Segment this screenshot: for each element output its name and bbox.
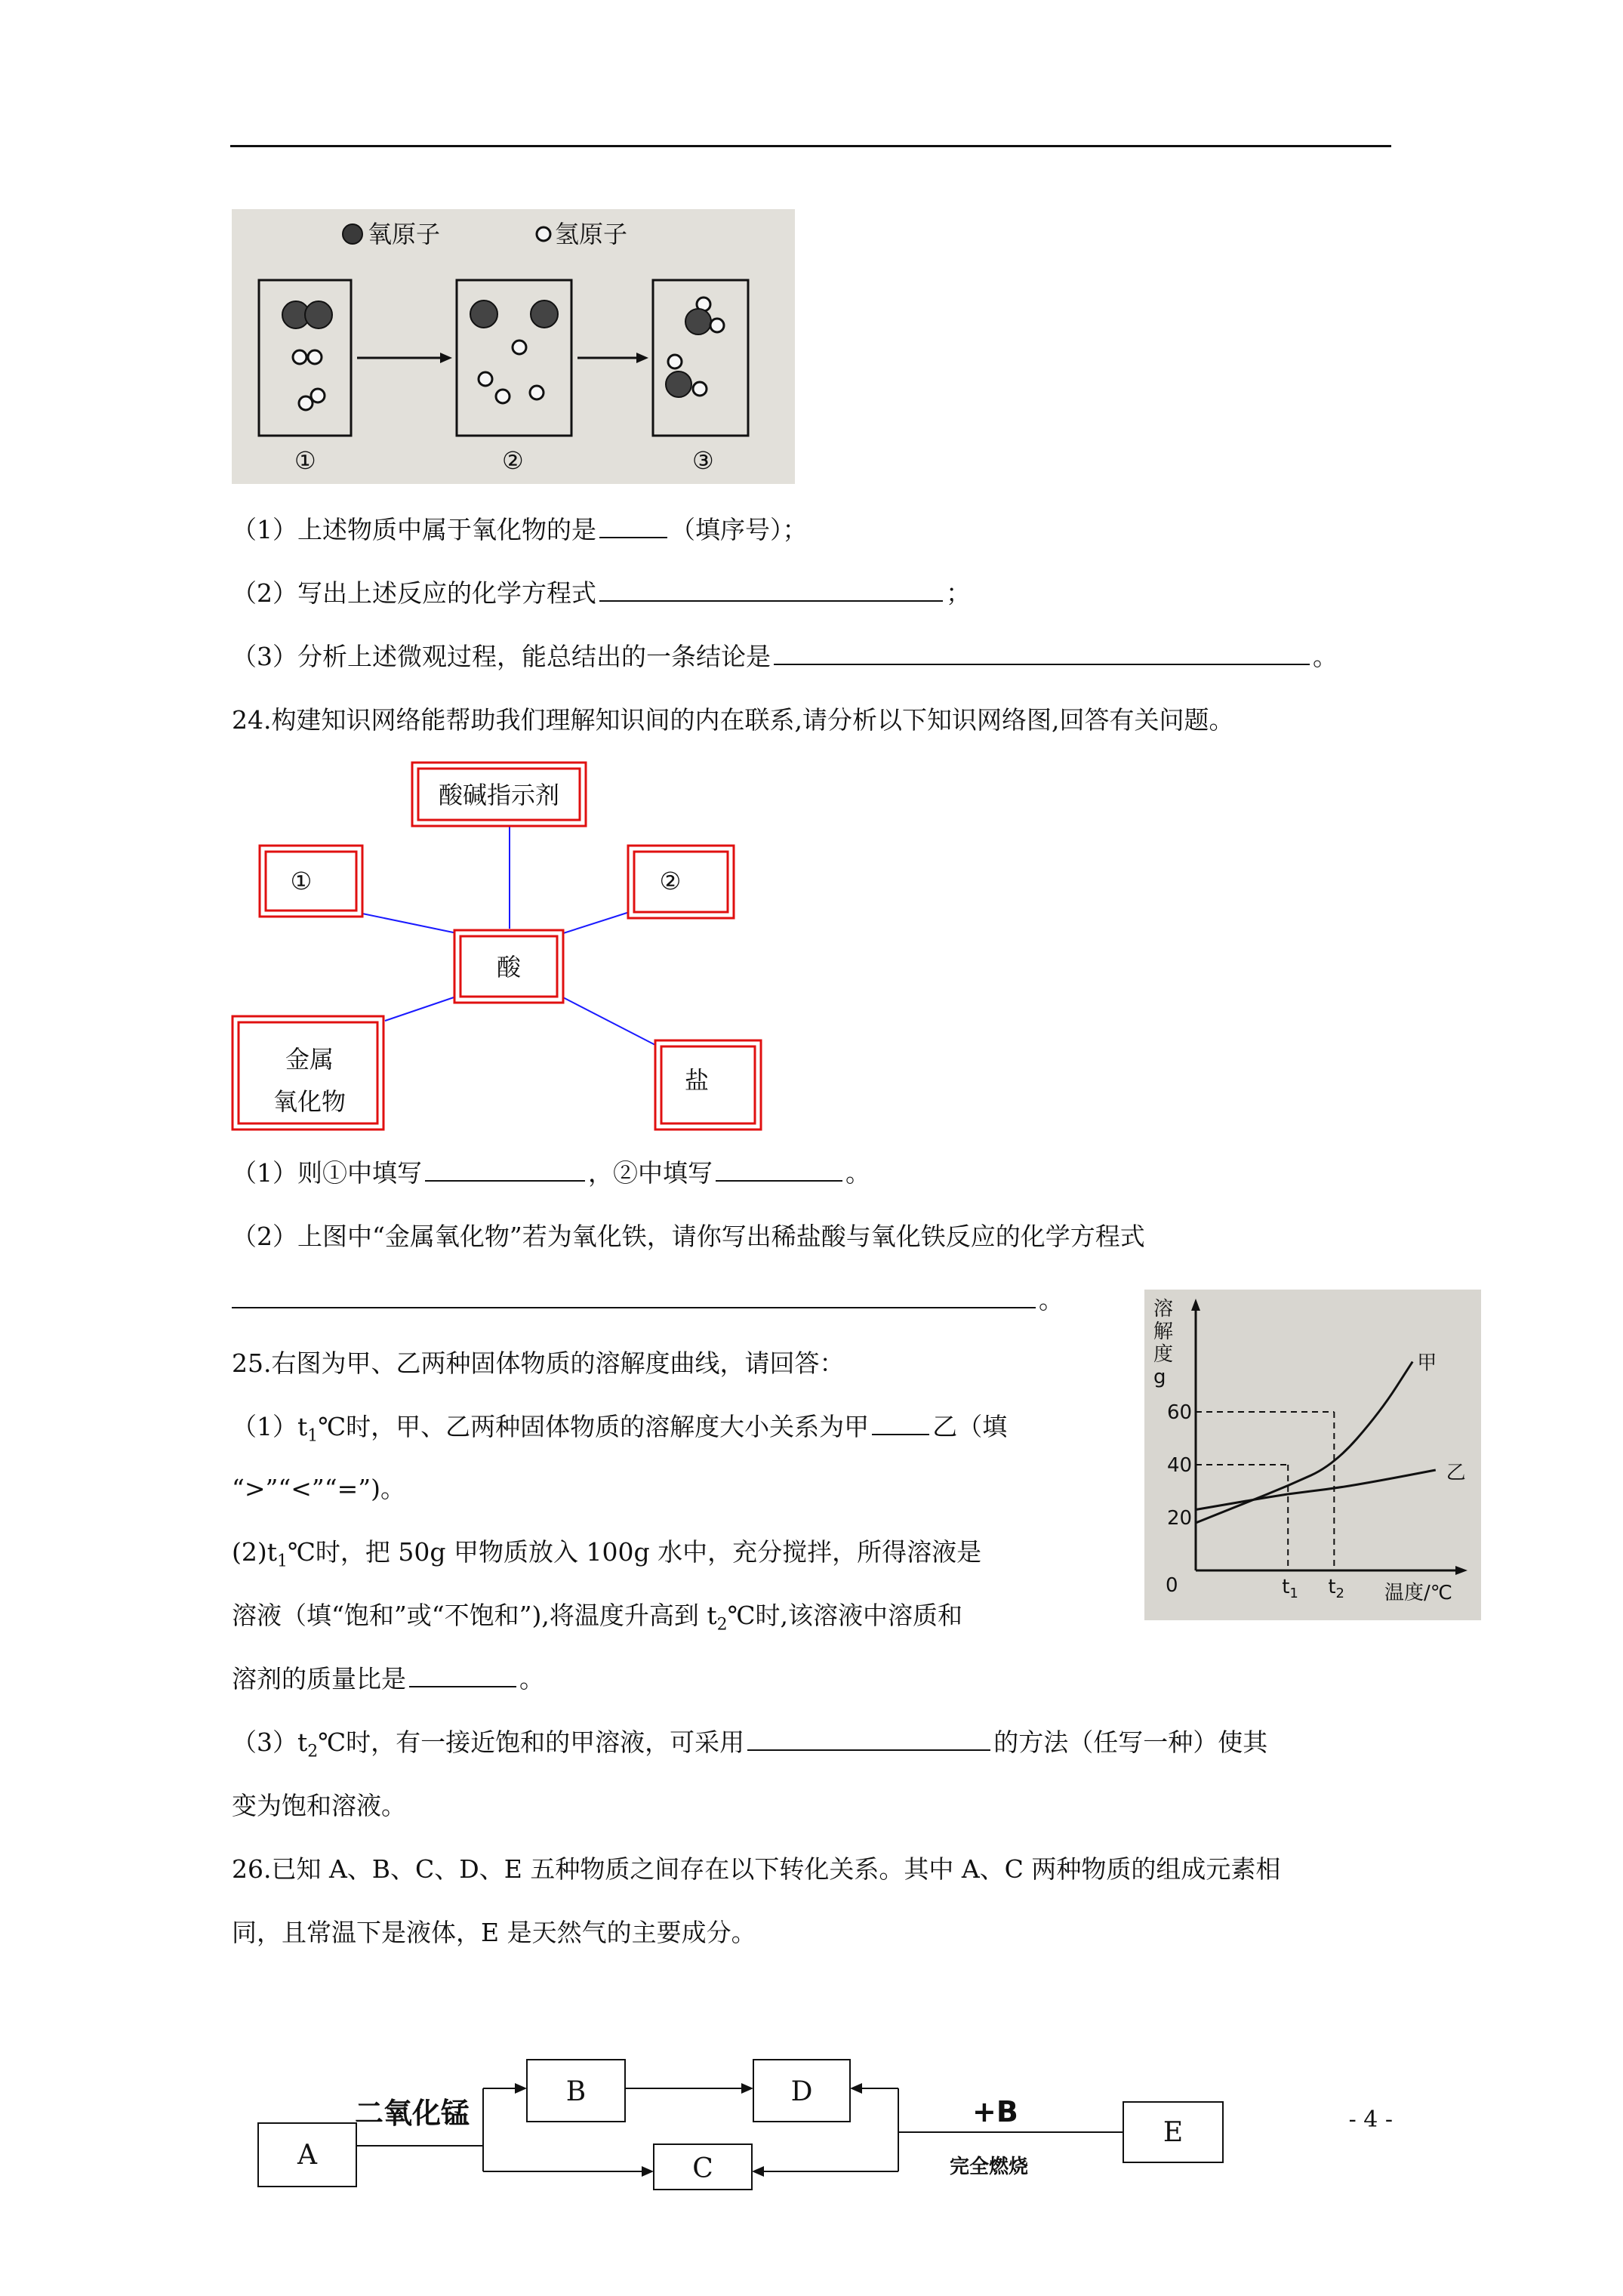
q24-part2: （2）上图中“金属氧化物”若为氧化铁，请你写出稀盐酸与氧化铁反应的化学方程式 — [232, 1222, 1145, 1251]
q25-p2-sub2: 2 — [716, 1615, 728, 1635]
y-tick-label: 20 — [1167, 1507, 1193, 1530]
node-b-label: B — [565, 2076, 587, 2107]
q25-part2-cont — [232, 1599, 962, 1642]
q23-p3-text: （3）分析上述微观过程，能总结出的一条结论是 — [232, 642, 771, 671]
q25-p1-a: （1）t — [232, 1412, 308, 1441]
q25-part3 — [232, 1726, 1267, 1769]
legend-oxygen-label: 氧原子 — [368, 220, 441, 248]
hydrogen-legend-icon — [537, 227, 550, 241]
node-acid: 酸 — [496, 953, 522, 982]
q25-stem: 25.右图为甲、乙两种固体物质的溶解度曲线，请回答： — [232, 1348, 845, 1378]
q25-p3-b: ℃时，有一接近饱和的甲溶液，可采用 — [318, 1727, 745, 1757]
y-tick-label: 60 — [1167, 1401, 1193, 1424]
oxygen-legend-icon — [343, 224, 362, 244]
combustion-label: 完全燃烧 — [950, 2156, 1029, 2178]
solubility-chart — [1144, 1290, 1481, 1620]
q25-part2 — [232, 1536, 981, 1579]
y-ticks — [1167, 1401, 1192, 1530]
node-c-label: C — [692, 2153, 713, 2184]
arrowhead-icon — [642, 2166, 654, 2177]
hydrogen-atom-icon — [668, 355, 682, 368]
node-indicator: 酸碱指示剂 — [438, 781, 560, 809]
q25-p2-b: ℃时，把 50g 甲物质放入 100g 水中，充分搅拌，所得溶液是 — [288, 1537, 982, 1567]
knowledge-network-diagram — [226, 755, 770, 1133]
q23-p2-text: （2）写出上述反应的化学方程式 — [232, 578, 596, 608]
q24-p1-text: （1）则①中填写 — [232, 1158, 422, 1188]
arrowhead-icon — [515, 2083, 527, 2094]
y-axis-label-char: 度 — [1153, 1343, 1174, 1366]
plus-b-label: +B — [972, 2095, 1018, 2128]
answer-blank[interactable] — [747, 1727, 990, 1751]
molecule-figure — [232, 209, 795, 484]
hydrogen-atom-icon — [293, 350, 306, 364]
page-number: - 4 - — [1348, 2106, 1393, 2133]
hydrogen-atom-icon — [513, 341, 526, 354]
q26-stem-2: 同，且常温下是液体，E 是天然气的主要成分。 — [232, 1918, 756, 1947]
origin-label: 0 — [1166, 1574, 1178, 1597]
q25-part2-end — [232, 1663, 544, 1696]
q25-p3-a: （3）t — [232, 1727, 308, 1757]
q25-p2-d: ℃时,该溶液中溶质和 — [727, 1601, 963, 1630]
hydrogen-atom-icon — [308, 350, 322, 364]
series-label: 甲 — [1417, 1351, 1437, 1375]
y-axis-label-char: g — [1153, 1366, 1166, 1388]
q24-part2-answer — [232, 1284, 1064, 1317]
x-tick-label: $t_1$ — [1282, 1576, 1298, 1601]
q23-p3-tail: 。 — [1313, 642, 1338, 671]
x-tick-label: $t_2$ — [1328, 1576, 1344, 1601]
answer-blank[interactable] — [599, 578, 943, 602]
q24-part1 — [232, 1157, 870, 1190]
q26-stem-1: 26.已知 A、B、C、D、E 五种物质之间存在以下转化关系。其中 A、C 两种物质的组成元素相 — [232, 1854, 1281, 1884]
hydrogen-atom-icon — [496, 390, 510, 403]
node-salt: 盐 — [684, 1066, 710, 1095]
q25-p3-c: 的方法（任写一种）使其 — [993, 1727, 1268, 1757]
connector-line — [559, 911, 634, 935]
hydrogen-atom-icon — [479, 372, 492, 386]
x-axis-label: 温度/℃ — [1384, 1582, 1452, 1604]
q23-part2 — [232, 577, 971, 610]
answer-blank[interactable] — [425, 1157, 585, 1182]
answer-blank[interactable] — [774, 641, 1310, 665]
q25-p1-c: 乙（填 — [932, 1412, 1008, 1441]
connector-line — [559, 995, 655, 1045]
answer-blank[interactable] — [599, 514, 667, 538]
oxygen-atom-icon — [531, 300, 558, 328]
hydrogen-atom-icon — [710, 319, 724, 332]
catalyst-label: 二氧化锰 — [355, 2097, 470, 2130]
q25-p3-sub: 2 — [307, 1742, 319, 1761]
q25-part1 — [232, 1410, 1007, 1453]
hydrogen-atom-icon — [311, 389, 325, 402]
node-d-label: D — [790, 2076, 813, 2107]
q23-p2-tail: ； — [946, 578, 971, 608]
q25-part3-cont: 变为饱和溶液。 — [232, 1791, 406, 1820]
q25-p1-b: ℃时，甲、乙两种固体物质的溶解度大小关系为甲 — [318, 1412, 870, 1441]
y-tick-label: 40 — [1167, 1454, 1193, 1477]
q24-stem: 24.构建知识网络能帮助我们理解知识间的内在联系,请分析以下知识网络图,回答有关问题。 — [232, 705, 1234, 735]
node-blank-2: ② — [659, 867, 682, 895]
series-label: 乙 — [1446, 1462, 1466, 1484]
panel-3-label: ③ — [692, 446, 714, 475]
hydrogen-atom-icon — [693, 382, 707, 396]
hydrogen-atom-icon — [530, 386, 544, 399]
answer-blank[interactable] — [232, 1284, 1036, 1308]
q24-p1-mid: ，②中填写 — [588, 1158, 713, 1188]
panel-1-label: ① — [294, 446, 316, 475]
header-rule — [230, 145, 1391, 147]
q25-p2-e: 溶剂的质量比是 — [232, 1664, 406, 1693]
oxygen-atom-icon — [685, 309, 711, 334]
q23-p1-text: （1）上述物质中属于氧化物的是 — [232, 515, 596, 544]
q24-p1-tail: 。 — [845, 1158, 870, 1188]
oxygen-atom-icon — [666, 371, 691, 397]
y-axis-label-char: 解 — [1153, 1321, 1174, 1343]
q23-part3 — [232, 640, 1338, 673]
conversion-flow-diagram — [249, 2048, 1230, 2191]
q23-part1 — [232, 513, 808, 547]
y-axis-label-char: 溶 — [1153, 1298, 1174, 1321]
node-e-label: E — [1163, 2117, 1184, 2148]
q25-p2-c: 溶液（填“饱和”或“不饱和”),将温度升高到 t — [232, 1601, 717, 1630]
q24-p2-tail: 。 — [1039, 1285, 1064, 1314]
arrowhead-icon — [741, 2083, 753, 2094]
oxygen-atom-icon — [305, 301, 332, 328]
q25-p2-a: (2)t — [232, 1537, 278, 1567]
node-blank-1: ① — [290, 867, 313, 895]
q25-p2-f: 。 — [519, 1664, 544, 1693]
answer-blank[interactable] — [716, 1157, 842, 1182]
connector-line — [385, 995, 460, 1021]
node-metal-oxide-line2: 氧化物 — [273, 1087, 346, 1116]
q25-p2-sub: 1 — [277, 1552, 288, 1571]
q25-p1-sub: 1 — [307, 1426, 319, 1446]
node-a-label: A — [297, 2140, 317, 2171]
arrowhead-icon — [850, 2083, 862, 2094]
node-metal-oxide-line1: 金属 — [285, 1045, 334, 1074]
panel-2-label: ② — [502, 446, 524, 475]
q25-part1-cont: “>”“<”“=”)。 — [232, 1474, 406, 1503]
legend-hydrogen-label: 氢原子 — [555, 220, 628, 248]
arrowhead-icon — [752, 2166, 764, 2177]
oxygen-atom-icon — [470, 300, 497, 328]
answer-blank[interactable] — [872, 1411, 929, 1435]
answer-blank[interactable] — [409, 1663, 516, 1687]
connector-line — [362, 914, 460, 934]
q23-p1-tail: （填序号）； — [670, 515, 808, 544]
